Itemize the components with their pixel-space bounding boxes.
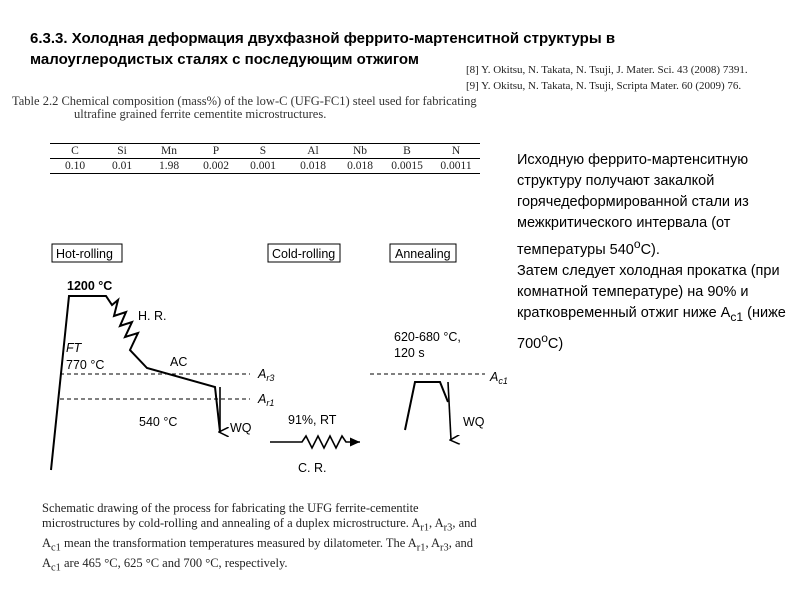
text-run: , and <box>448 535 474 550</box>
reference-2: [9] Y. Okitsu, N. Takata, N. Tsuji, Scripta Mater. 60 (2009) 76. <box>466 80 742 92</box>
reduction-label: 91%, RT <box>288 413 337 427</box>
text-run: mean the transformation temperatures measured by dilatometer. The A <box>60 535 417 550</box>
table-cell: 0.002 <box>203 160 229 172</box>
ar3-label <box>257 367 274 383</box>
subscript: c1 <box>51 542 61 553</box>
temp-540-label: 540 °C <box>139 415 178 429</box>
composition-table <box>50 143 480 174</box>
figure-caption <box>42 501 527 576</box>
table-cell: 0.10 <box>64 160 86 172</box>
figure-caption-line-4 <box>42 556 527 576</box>
text-run: С) <box>547 335 564 352</box>
ar1-subscript: r1 <box>266 398 275 408</box>
table-cell: 0.01 <box>111 160 133 172</box>
subscript: r1 <box>420 522 430 533</box>
degree-superscript: o <box>541 330 548 345</box>
subscript: c1 <box>51 562 61 573</box>
text-run: A <box>42 535 52 550</box>
subscript: с1 <box>730 309 744 324</box>
column-header: C <box>50 144 100 159</box>
air-cooling-label: AC <box>170 355 188 369</box>
table-caption <box>12 95 512 121</box>
table-cell: 0.0011 <box>440 160 472 172</box>
text-run: , and <box>452 515 477 530</box>
figure-caption-line-1: Schematic drawing of the process for fabricating the UFG ferrite-cementite <box>42 501 419 515</box>
description-paragraph-2 <box>517 261 787 355</box>
water-quench-label-2: WQ <box>463 415 485 429</box>
title-line-1: 6.3.3. Холодная деформация двухфазной феррито-мартенситной структуры в <box>30 30 616 47</box>
text-run: (ниже 700 <box>517 304 786 352</box>
hot-reduction-label: H. R. <box>138 309 167 323</box>
ac1-letter: A <box>490 370 499 384</box>
ar1-label <box>257 392 274 408</box>
ac1-subscript: c1 <box>498 376 508 386</box>
subscript: r1 <box>416 542 426 553</box>
temp-1200-label: 1200 °C <box>67 279 113 293</box>
hot-rolling-curve <box>51 296 220 470</box>
column-header: Al <box>288 144 338 159</box>
text-run: Исходную феррито-мартенситную структуру получают закалкой горячедеформированной стали из межкритического интервала (от температуры 540 <box>517 152 749 258</box>
table-cell: 0.018 <box>300 160 326 172</box>
ar1-letter: A <box>258 392 267 406</box>
column-header: S <box>238 144 288 159</box>
annealing-label: Annealing <box>395 247 451 261</box>
cold-rolling-zigzag <box>270 436 360 448</box>
figure-caption-line-3 <box>42 536 527 556</box>
ar3-subscript: r3 <box>266 373 275 383</box>
column-header: Si <box>100 144 144 159</box>
cold-rolling-label: Cold-rolling <box>272 247 336 261</box>
table-cell: 0.001 <box>250 160 276 172</box>
text-run: , A <box>429 515 444 530</box>
column-header: B <box>382 144 432 159</box>
text-run: С). <box>640 241 660 258</box>
table-cell: 1.98 <box>158 160 180 172</box>
ft-label: FT <box>66 341 82 355</box>
subscript: r3 <box>443 522 453 533</box>
subscript: r3 <box>440 542 449 553</box>
text-run: are 465 °C, 625 °C and 700 °C, respectively. <box>60 555 288 570</box>
ac1-label <box>489 370 508 386</box>
annealing-curve <box>405 382 448 430</box>
references <box>466 62 748 94</box>
table-caption-line-2: ultrafine grained ferrite cementite microstructures. <box>74 107 327 121</box>
text-run: Затем следует холодная прокатка (при комнатной температуре) на 90% и кратковременный отжиг ниже А <box>517 262 780 321</box>
process-diagram <box>40 240 510 485</box>
text-run: microstructures by cold-rolling and annealing of a duplex microstructure. A <box>42 515 421 530</box>
column-header: Nb <box>338 144 382 159</box>
temp-770-label: 770 °C <box>66 358 105 372</box>
anneal-temp-label: 620-680 °C, <box>394 330 461 344</box>
degree-superscript: o <box>633 237 641 251</box>
table-cell: 0.018 <box>347 160 373 172</box>
text-run: A <box>42 555 52 570</box>
water-quench-label-1: WQ <box>230 421 252 435</box>
figure-caption-line-2 <box>42 516 527 536</box>
column-header: P <box>194 144 238 159</box>
column-header: Mn <box>144 144 194 159</box>
table-cell: 0.0015 <box>391 160 423 172</box>
description-paragraph-1 <box>517 150 787 261</box>
ar3-letter: A <box>258 367 267 381</box>
table-caption-line-1: Table 2.2 Chemical composition (mass%) of the low-C (UFG-FC1) steel used for fabricating <box>12 94 477 108</box>
cold-rolling-abbr: C. R. <box>298 461 327 475</box>
table-header-row <box>50 144 480 159</box>
reference-1: [8] Y. Okitsu, N. Takata, N. Tsuji, J. Mater. Sci. 43 (2008) 7391. <box>466 64 748 76</box>
table-row <box>50 159 480 174</box>
text-run: , A <box>425 535 441 550</box>
hot-rolling-label: Hot-rolling <box>56 247 113 261</box>
description-text <box>517 150 787 355</box>
column-header: N <box>432 144 480 159</box>
title-line-2: малоуглеродистых сталях с последующим отжигом <box>30 51 419 68</box>
anneal-time-label: 120 s <box>394 346 425 360</box>
annealing-quench <box>448 382 451 440</box>
